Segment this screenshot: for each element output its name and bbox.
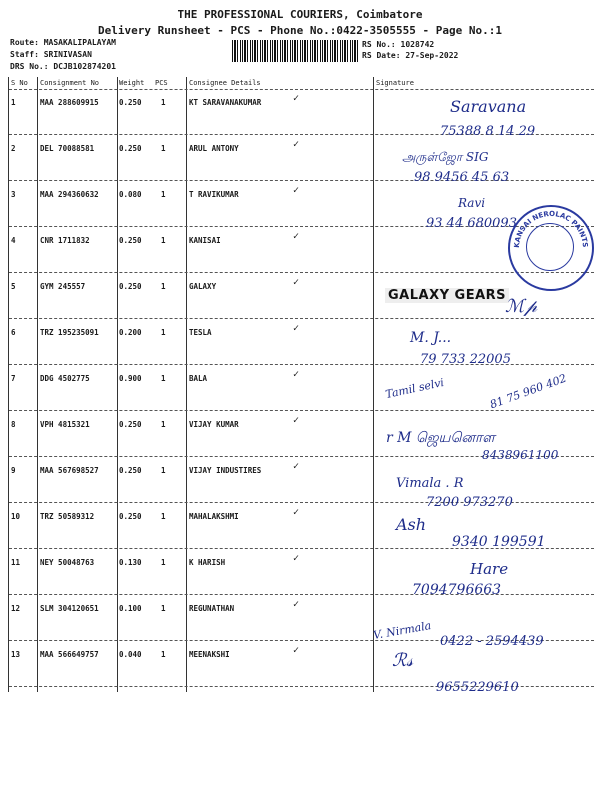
cell-consignee: KANISAI [189, 236, 221, 245]
rs-number: RS No.: 1028742 [362, 40, 435, 49]
cell-pcs: 1 [161, 512, 166, 521]
phone-r8: 8438961100 [482, 448, 559, 462]
svg-text:KANSAI NEROLAC PAINTS [513, 210, 589, 248]
check-mark-icon: ✓ [293, 553, 300, 564]
company-seal [508, 205, 594, 291]
check-mark-icon: ✓ [293, 277, 300, 288]
cell-weight: 0.200 [119, 328, 142, 337]
check-mark-icon: ✓ [293, 645, 300, 656]
barcode [232, 40, 358, 62]
check-mark-icon: ✓ [293, 139, 300, 150]
phone-r7: 81 75 960 402 [488, 371, 569, 412]
cell-consignee: REGUNATHAN [189, 604, 235, 613]
phone-r3: 93 44 680093 [426, 216, 517, 231]
phone-r13: 9655229610 [436, 680, 519, 695]
phone-r1: 75388 8 14 29 [440, 124, 536, 139]
check-mark-icon: ✓ [293, 93, 300, 104]
company-name: THE PROFESSIONAL COURIERS, Coimbatore [177, 8, 423, 21]
cell-weight: 0.080 [119, 190, 142, 199]
col-signature: Signature [376, 79, 414, 87]
cell-pcs: 1 [161, 420, 166, 429]
cell-consignee: VIJAY INDUSTIRES [189, 466, 262, 475]
signature-r1: Saravana [450, 97, 527, 116]
col-weight: Weight [119, 79, 145, 87]
cell-sno: 13 [11, 650, 21, 659]
cell-sno: 1 [11, 98, 16, 107]
cell-pcs: 1 [161, 466, 166, 475]
signature-r7: Tamil selvi [384, 375, 446, 402]
cell-consignment: DDG 4502775 [40, 374, 90, 383]
cell-weight: 0.130 [119, 558, 142, 567]
cell-consignment: GYM 245557 [40, 282, 86, 291]
cell-pcs: 1 [161, 236, 166, 245]
check-mark-icon: ✓ [293, 231, 300, 242]
cell-weight: 0.100 [119, 604, 142, 613]
signature-r11: Hare [470, 560, 509, 578]
cell-consignment: NEY 50048763 [40, 558, 95, 567]
cell-sno: 4 [11, 236, 16, 245]
phone-r11: 7094796663 [412, 582, 502, 598]
signature-r2: அருள்ஜோ SIG [402, 150, 489, 164]
cell-pcs: 1 [161, 650, 166, 659]
cell-consignment: MAA 567698527 [40, 466, 99, 475]
cell-consignment: CNR 1711832 [40, 236, 90, 245]
cell-consignment: MAA 294360632 [40, 190, 99, 199]
phone-r2: 98 9456 45 63 [414, 170, 510, 185]
col-consignment: Consignment No [40, 79, 100, 87]
cell-pcs: 1 [161, 328, 166, 337]
cell-pcs: 1 [161, 558, 166, 567]
cell-consignee: T RAVIKUMAR [189, 190, 239, 199]
cell-consignee: VIJAY KUMAR [189, 420, 239, 429]
seal-text: KANSAI NEROLAC PAINTS [512, 209, 590, 249]
col-pcs: PCS [155, 79, 168, 87]
check-mark-icon: ✓ [293, 507, 300, 518]
cell-weight: 0.250 [119, 512, 142, 521]
seal-ring [510, 207, 592, 289]
check-mark-icon: ✓ [293, 323, 300, 334]
cell-sno: 8 [11, 420, 16, 429]
cell-weight: 0.250 [119, 144, 142, 153]
signature-r6: M. J... [410, 330, 452, 346]
cell-pcs: 1 [161, 604, 166, 613]
signature-r10: Ash [396, 515, 427, 534]
cell-sno: 5 [11, 282, 16, 291]
cell-weight: 0.250 [119, 466, 142, 475]
col-consignee: Consignee Details [189, 79, 261, 87]
cell-weight: 0.900 [119, 374, 142, 383]
signature-r13: ℛ𝓈 [392, 650, 413, 671]
signature-r5: ℳ𝓅 [505, 296, 538, 317]
cell-sno: 10 [11, 512, 21, 521]
cell-consignment: SLM 304120651 [40, 604, 99, 613]
phone-r12: 0422 - 2594439 [440, 634, 544, 649]
cell-consignee: MAHALAKSHMI [189, 512, 239, 521]
cell-sno: 11 [11, 558, 21, 567]
table-row [9, 227, 594, 273]
cell-sno: 12 [11, 604, 21, 613]
cell-consignment: MAA 566649757 [40, 650, 99, 659]
cell-sno: 2 [11, 144, 16, 153]
runsheet-header [0, 0, 600, 76]
cell-pcs: 1 [161, 144, 166, 153]
staff-label: Staff: SRINIVASAN [10, 50, 92, 59]
cell-consignee: BALA [189, 374, 208, 383]
phone-r6: 79 733 22005 [420, 352, 511, 367]
cell-consignee: TESLA [189, 328, 212, 337]
cell-consignment: TRZ 50589312 [40, 512, 95, 521]
cell-pcs: 1 [161, 98, 166, 107]
phone-r9: 7200 973270 [426, 495, 513, 510]
cell-consignee: GALAXY [189, 282, 217, 291]
cell-weight: 0.250 [119, 282, 142, 291]
cell-consignee: K HARISH [189, 558, 226, 567]
phone-r10: 9340 199591 [452, 534, 546, 550]
cell-consignment: DEL 70088581 [40, 144, 95, 153]
signature-r3: Ravi [458, 196, 486, 210]
col-sno: S No [11, 79, 28, 87]
cell-consignee: MEENAKSHI [189, 650, 230, 659]
signature-r12: V. Nirmala [372, 619, 433, 642]
check-mark-icon: ✓ [293, 415, 300, 426]
check-mark-icon: ✓ [293, 599, 300, 610]
cell-weight: 0.250 [119, 98, 142, 107]
cell-consignment: MAA 288609915 [40, 98, 99, 107]
drs-number: DRS No.: DCJB102874201 [10, 62, 116, 71]
cell-consignment: VPH 4815321 [40, 420, 90, 429]
runsheet-title: Delivery Runsheet - PCS - Phone No.:0422-3505555 - Page No.:1 [98, 24, 502, 37]
cell-consignment: TRZ 195235091 [40, 328, 99, 337]
cell-weight: 0.040 [119, 650, 142, 659]
galaxy-stamp: GALAXY GEARS [385, 288, 509, 303]
cell-sno: 6 [11, 328, 16, 337]
cell-consignee: ARUL ANTONY [189, 144, 239, 153]
cell-weight: 0.250 [119, 236, 142, 245]
cell-sno: 7 [11, 374, 16, 383]
cell-pcs: 1 [161, 190, 166, 199]
rs-date: RS Date: 27-Sep-2022 [362, 51, 459, 60]
check-mark-icon: ✓ [293, 369, 300, 380]
signature-r8: r M ஜெயனொள [386, 430, 495, 446]
check-mark-icon: ✓ [293, 461, 300, 472]
cell-sno: 9 [11, 466, 16, 475]
cell-consignee: KT SARAVANAKUMAR [189, 98, 262, 107]
cell-weight: 0.250 [119, 420, 142, 429]
signature-r9: Vimala . R [396, 476, 464, 491]
cell-pcs: 1 [161, 374, 166, 383]
cell-pcs: 1 [161, 282, 166, 291]
route-label: Route: MASAKALIPALAYAM [10, 38, 116, 47]
check-mark-icon: ✓ [293, 185, 300, 196]
cell-sno: 3 [11, 190, 16, 199]
